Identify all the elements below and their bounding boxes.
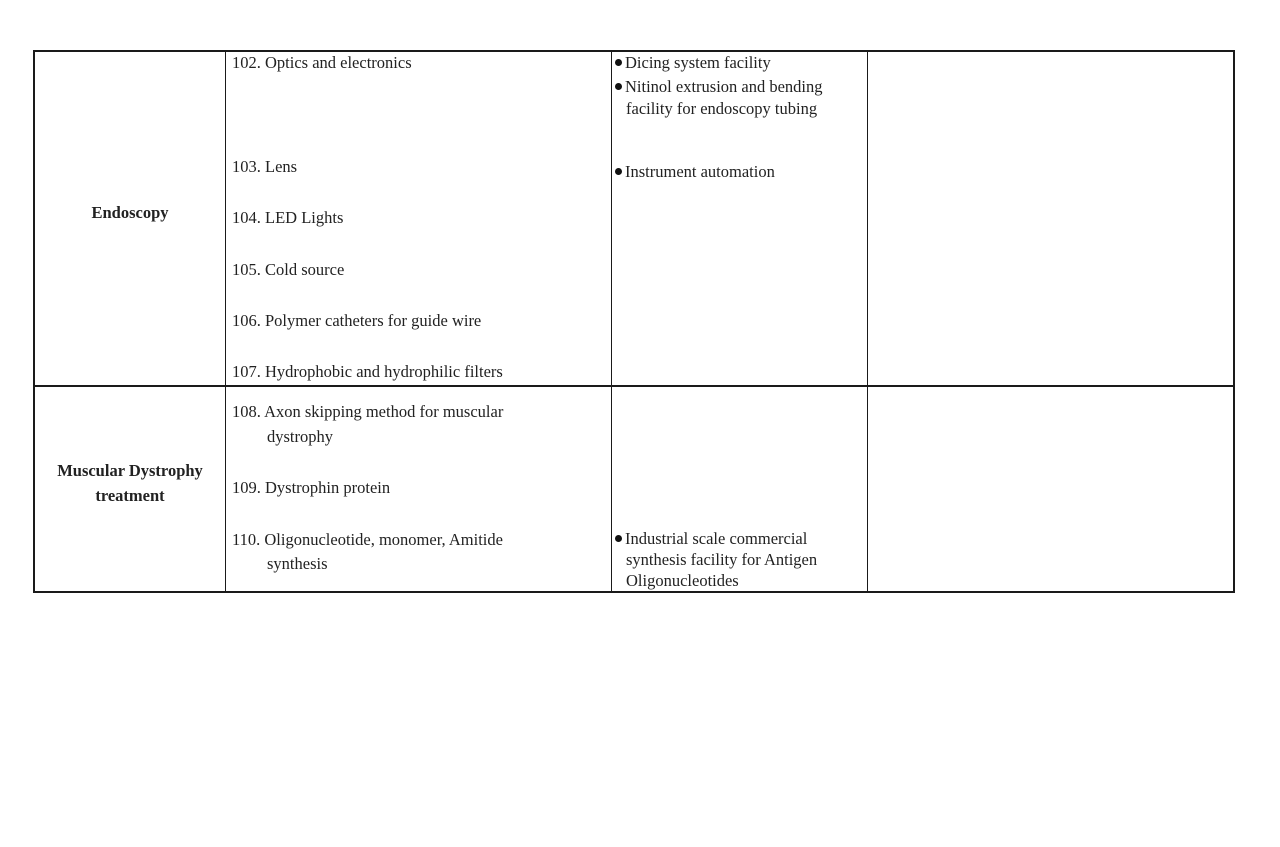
- facility-text-continued: [626, 570, 739, 592]
- item-text: LED Lights: [265, 208, 344, 227]
- row-divider: [33, 385, 1235, 387]
- item-text: Dystrophin protein: [265, 478, 391, 497]
- list-item: [232, 52, 412, 74]
- item-number: 103.: [232, 157, 261, 176]
- item-number: 102.: [232, 53, 261, 72]
- facility-text: Nitinol extrusion and bending: [625, 77, 823, 96]
- category-cell: [35, 200, 225, 225]
- facility-text: Industrial scale commercial: [625, 529, 808, 548]
- column-divider-1: [225, 50, 226, 593]
- list-item: [232, 477, 390, 499]
- item-number: 110.: [232, 530, 261, 549]
- list-item: [232, 207, 343, 229]
- item-text: Optics and electronics: [265, 53, 412, 72]
- list-item: [232, 156, 297, 178]
- facility-text: synthesis facility for Antigen: [626, 550, 818, 569]
- facility-text: Instrument automation: [625, 162, 775, 181]
- item-number: 109.: [232, 478, 261, 497]
- item-number: 105.: [232, 260, 261, 279]
- list-item-continued: [267, 426, 333, 448]
- facility-text: facility for endoscopy tubing: [626, 99, 818, 118]
- list-item: [232, 361, 503, 383]
- table-border-left: [33, 50, 35, 593]
- table-border-right: [1233, 50, 1235, 593]
- facility-bullet: [615, 161, 775, 183]
- facility-text: Oligonucleotides: [626, 571, 739, 590]
- facility-bullet: [615, 528, 807, 550]
- bullet-icon: [615, 83, 622, 90]
- item-text: Hydrophobic and hydrophilic filters: [265, 362, 503, 381]
- list-item-continued: [267, 553, 328, 575]
- category-cell: [35, 458, 225, 508]
- category-label: Endoscopy: [91, 203, 169, 222]
- list-item: [232, 259, 344, 281]
- bullet-icon: [615, 535, 622, 542]
- category-label: treatment: [95, 486, 165, 505]
- item-text: synthesis: [267, 554, 328, 573]
- item-number: 107.: [232, 362, 261, 381]
- column-divider-3: [867, 50, 868, 593]
- list-item: [232, 401, 503, 423]
- item-number: 108.: [232, 402, 261, 421]
- facility-text-continued: [626, 98, 817, 120]
- list-item: [232, 310, 481, 332]
- item-text: Cold source: [265, 260, 345, 279]
- category-label: Muscular Dystrophy: [57, 461, 203, 480]
- item-text: Axon skipping method for muscular: [264, 402, 504, 421]
- column-divider-2: [611, 50, 612, 593]
- item-number: 104.: [232, 208, 261, 227]
- facility-bullet: [615, 52, 771, 74]
- item-text: Polymer catheters for guide wire: [265, 311, 482, 330]
- item-text: dystrophy: [267, 427, 333, 446]
- list-item: [232, 529, 503, 551]
- item-number: 106.: [232, 311, 261, 330]
- bullet-icon: [615, 59, 622, 66]
- facility-table: [33, 50, 1235, 593]
- facility-bullet: [615, 76, 823, 98]
- bullet-icon: [615, 168, 622, 175]
- item-text: Oligonucleotide, monomer, Amitide: [264, 530, 503, 549]
- facility-text: Dicing system facility: [625, 53, 771, 72]
- facility-text-continued: [626, 549, 817, 571]
- item-text: Lens: [265, 157, 298, 176]
